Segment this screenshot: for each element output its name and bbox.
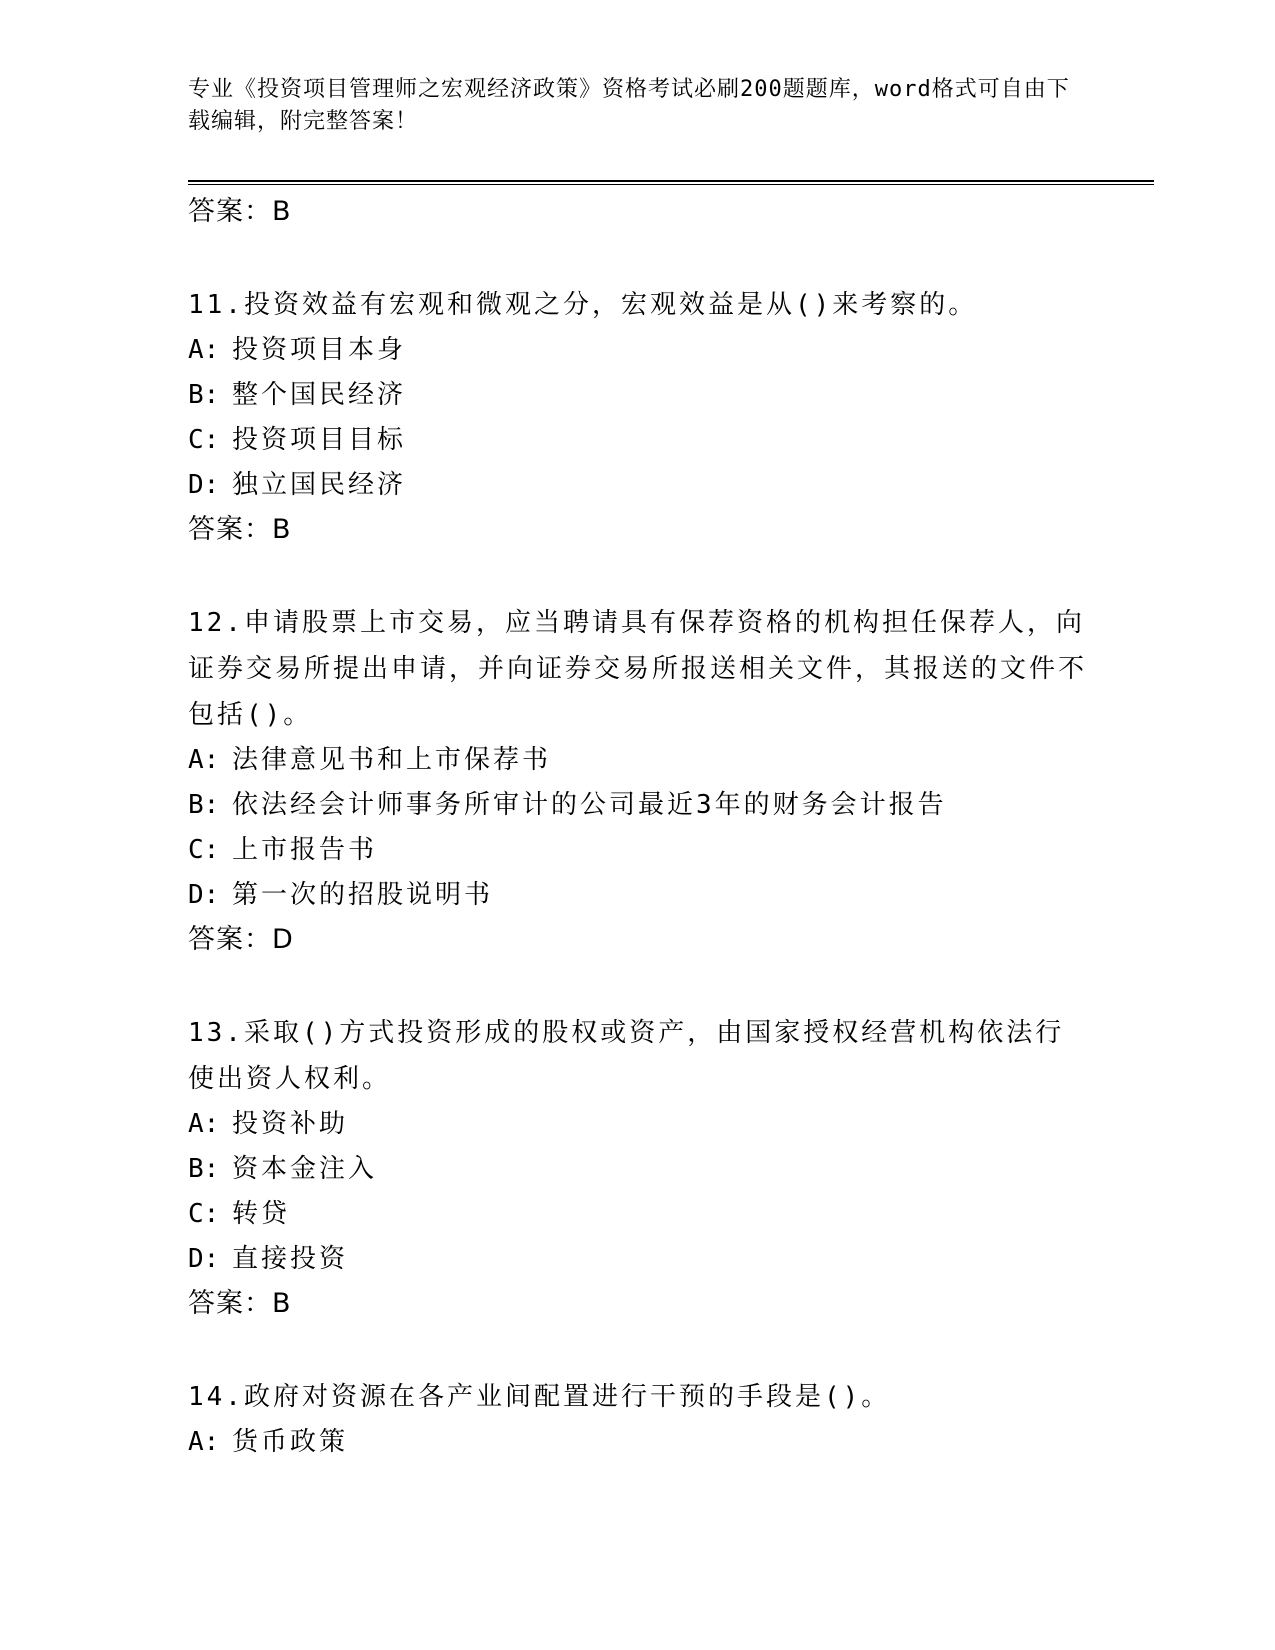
question-stem: 14.政府对资源在各产业间配置进行干预的手段是()。 bbox=[188, 1382, 891, 1412]
option-text: 第一次的招股说明书 bbox=[232, 880, 494, 910]
question-block bbox=[188, 1010, 1088, 1326]
option-label: A: bbox=[188, 1427, 220, 1457]
option-text: 直接投资 bbox=[232, 1244, 349, 1274]
answer-line: 答案：B bbox=[188, 196, 292, 227]
option-a bbox=[188, 328, 1088, 373]
option-label: D: bbox=[188, 470, 220, 500]
option-a bbox=[188, 1102, 1088, 1147]
option-b bbox=[188, 783, 1088, 828]
option-text: 独立国民经济 bbox=[232, 470, 407, 500]
option-d bbox=[188, 1237, 1088, 1282]
question-stem: 11.投资效益有宏观和微观之分，宏观效益是从()来考察的。 bbox=[188, 290, 978, 320]
question-block bbox=[188, 1374, 1088, 1465]
option-a bbox=[188, 1420, 1088, 1465]
option-a bbox=[188, 738, 1088, 783]
option-d bbox=[188, 873, 1088, 918]
document-header: 专业《投资项目管理师之宏观经济政策》资格考试必刷200题题库，word格式可自由下载编辑，附完整答案！ bbox=[188, 77, 1070, 134]
question-stem: 13.采取()方式投资形成的股权或资产，由国家授权经营机构依法行使出资人权利。 bbox=[188, 1018, 1065, 1094]
header-divider-thin bbox=[188, 184, 1154, 185]
option-text: 上市报告书 bbox=[232, 835, 378, 865]
option-c bbox=[188, 828, 1088, 873]
question-stem: 12.申请股票上市交易，应当聘请具有保荐资格的机构担任保荐人，向证券交易所提出申请，并向证券交易所报送相关文件，其报送的文件不包括()。 bbox=[188, 608, 1088, 730]
document-body bbox=[188, 190, 1088, 1465]
option-label: C: bbox=[188, 835, 220, 865]
option-d bbox=[188, 463, 1088, 508]
question-block bbox=[188, 282, 1088, 552]
question-block bbox=[188, 600, 1088, 962]
option-label: A: bbox=[188, 335, 220, 365]
option-label: C: bbox=[188, 425, 220, 455]
option-text: 法律意见书和上市保荐书 bbox=[232, 745, 552, 775]
answer-line: 答案：B bbox=[188, 514, 292, 545]
option-text: 投资项目本身 bbox=[232, 335, 407, 365]
header-divider-thick bbox=[188, 180, 1154, 182]
option-text: 货币政策 bbox=[232, 1427, 349, 1457]
option-text: 资本金注入 bbox=[232, 1154, 378, 1184]
option-b bbox=[188, 373, 1088, 418]
option-label: C: bbox=[188, 1199, 220, 1229]
option-label: A: bbox=[188, 1109, 220, 1139]
option-label: D: bbox=[188, 1244, 220, 1274]
option-c bbox=[188, 418, 1088, 463]
option-label: B: bbox=[188, 380, 220, 410]
answer-line: 答案：B bbox=[188, 1288, 292, 1319]
option-c bbox=[188, 1192, 1088, 1237]
option-text: 依法经会计师事务所审计的公司最近3年的财务会计报告 bbox=[232, 790, 947, 820]
option-text: 转贷 bbox=[232, 1199, 291, 1229]
option-label: B: bbox=[188, 790, 220, 820]
option-label: B: bbox=[188, 1154, 220, 1184]
option-text: 投资补助 bbox=[232, 1109, 349, 1139]
option-label: D: bbox=[188, 880, 220, 910]
option-label: A: bbox=[188, 745, 220, 775]
option-text: 整个国民经济 bbox=[232, 380, 407, 410]
answer-line: 答案：D bbox=[188, 924, 294, 955]
option-b bbox=[188, 1147, 1088, 1192]
option-text: 投资项目目标 bbox=[232, 425, 407, 455]
